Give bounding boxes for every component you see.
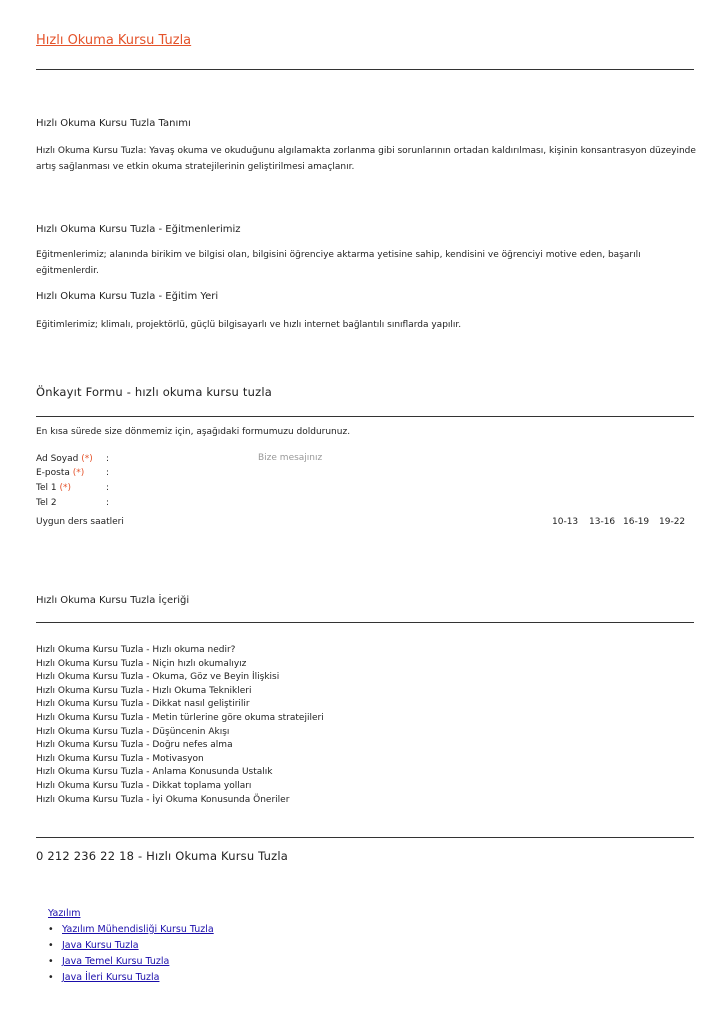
instructors-heading: Hızlı Okuma Kursu Tuzla - Eğitmenlerimiz xyxy=(36,224,241,235)
link-item xyxy=(48,956,169,967)
field-label: E-posta (*) xyxy=(36,468,85,478)
hour-option[interactable]: 10-13 xyxy=(552,517,579,527)
form-row-email[interactable]: E-posta (*) : xyxy=(36,468,110,478)
list-item: Hızlı Okuma Kursu Tuzla - Hızlı Okuma Teknikleri xyxy=(36,685,252,696)
content-divider xyxy=(36,622,694,623)
list-item: Hızlı Okuma Kursu Tuzla - Hızlı okuma nedir? xyxy=(36,645,236,655)
list-item: Hızlı Okuma Kursu Tuzla - Niçin hızlı okumalıyız xyxy=(36,658,247,669)
link-java-advanced[interactable]: Java İleri Kursu Tuzla xyxy=(62,972,160,983)
form-row-phone1[interactable]: Tel 1 (*) : xyxy=(36,483,110,493)
definition-heading: Hızlı Okuma Kursu Tuzla Tanımı xyxy=(36,118,191,129)
form-heading: Önkayıt Formu - hızlı okuma kursu tuzla xyxy=(36,385,272,399)
content-heading: Hızlı Okuma Kursu Tuzla İçeriği xyxy=(36,595,190,606)
form-divider xyxy=(36,416,694,417)
bullet-icon: • xyxy=(48,972,54,983)
link-item xyxy=(48,924,214,935)
instructors-text: Eğitmenlerimiz; alanında birikim ve bilgisi olan, bilgisini öğrenciye aktarma yetisine sahip, kendisini ve öğrenciyi motive eden, başarılı eğitmenlerdir. xyxy=(36,250,641,276)
list-item: Hızlı Okuma Kursu Tuzla - Okuma, Göz ve Beyin İlişkisi xyxy=(36,672,280,683)
bullet-icon: • xyxy=(48,940,54,951)
list-item: Hızlı Okuma Kursu Tuzla - Motivasyon xyxy=(36,753,204,764)
form-row-phone2[interactable]: Tel 2 : xyxy=(36,498,110,508)
hour-option[interactable]: 13-16 xyxy=(589,517,616,527)
link-item xyxy=(48,972,159,983)
links-section xyxy=(48,908,348,998)
field-label: Tel 2 xyxy=(36,498,57,508)
contact-divider xyxy=(36,837,694,838)
link-java-basic[interactable]: Java Temel Kursu Tuzla xyxy=(62,956,170,967)
definition-text: Hızlı Okuma Kursu Tuzla: Yavaş okuma ve okuduğunu algılamakta zorlanma gibi sorunlarının ortadan kaldırılması, kişinin konsantrasyon düzeyinde artış sağlanması ve etkin okuma stratejilerinin geliştirilmesi amaçlanır. xyxy=(36,146,696,172)
bullet-icon: • xyxy=(48,956,54,967)
list-item: Hızlı Okuma Kursu Tuzla - İyi Okuma Konusunda Öneriler xyxy=(36,794,290,805)
venue-text: Eğitimlerimiz; klimalı, projektörlü, güçlü bilgisayarlı ve hızlı internet bağlantılı sınıflarda yapılır. xyxy=(36,320,462,330)
form-row-name[interactable]: Ad Soyad (*) : xyxy=(36,454,110,464)
list-item: Hızlı Okuma Kursu Tuzla - Dikkat toplama yolları xyxy=(36,781,252,791)
link-item xyxy=(48,940,139,951)
message-textarea[interactable]: Bize mesajınız xyxy=(258,453,323,463)
header-divider xyxy=(36,69,694,70)
list-item: Hızlı Okuma Kursu Tuzla - Metin türlerine göre okuma stratejileri xyxy=(36,713,324,723)
field-label: Tel 1 (*) xyxy=(36,483,71,493)
list-item: Hızlı Okuma Kursu Tuzla - Anlama Konusunda Ustalık xyxy=(36,767,273,778)
link-java[interactable]: Java Kursu Tuzla xyxy=(62,940,139,951)
list-item: Hızlı Okuma Kursu Tuzla - Düşüncenin Akışı xyxy=(36,726,230,737)
venue-heading: Hızlı Okuma Kursu Tuzla - Eğitim Yeri xyxy=(36,291,219,302)
hour-option[interactable]: 19-22 xyxy=(659,517,686,527)
list-item: Hızlı Okuma Kursu Tuzla - Doğru nefes alma xyxy=(36,740,233,751)
link-software-engineering[interactable]: Yazılım Mühendisliği Kursu Tuzla xyxy=(62,924,214,935)
list-item: Hızlı Okuma Kursu Tuzla - Dikkat nasıl geliştirilir xyxy=(36,699,250,710)
page-title-link[interactable]: Hızlı Okuma Kursu Tuzla xyxy=(36,33,192,48)
bullet-icon: • xyxy=(48,924,54,935)
contact-line: 0 212 236 22 18 - Hızlı Okuma Kursu Tuzla xyxy=(36,849,289,863)
form-intro: En kısa sürede size dönmemiz için, aşağıdaki formumuzu doldurunuz. xyxy=(36,427,351,437)
link-section-title[interactable]: Yazılım xyxy=(48,908,81,919)
hours-label: Uygun ders saatleri xyxy=(36,517,124,527)
hour-option[interactable]: 16-19 xyxy=(623,517,650,527)
field-label: Ad Soyad (*) xyxy=(36,454,93,464)
